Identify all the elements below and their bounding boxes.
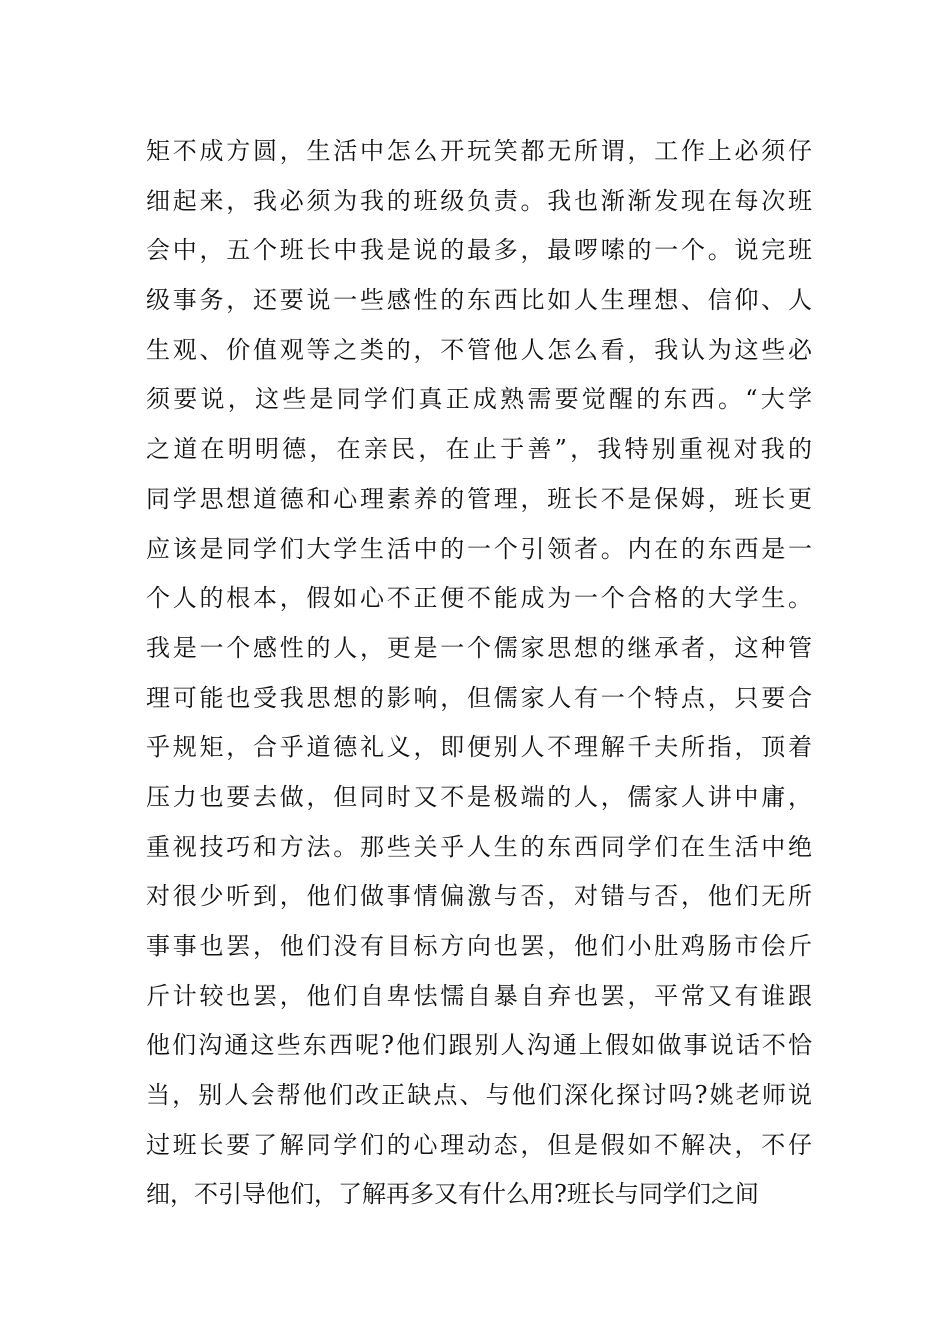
- text-line: 压力也要去做，但同时又不是极端的人，儒家人讲中庸，: [146, 782, 812, 811]
- text-line: 对很少听到，他们做事情偏激与否，对错与否，他们无所: [146, 882, 812, 911]
- text-line: 同学思想道德和心理素养的管理，班长不是保姆，班长更: [146, 484, 812, 513]
- text-line: 应该是同学们大学生活中的一个引领者。内在的东西是一: [146, 534, 812, 563]
- text-line: 事事也罢，他们没有目标方向也罢，他们小肚鸡肠市侩斤: [146, 932, 812, 960]
- text-line: 他们沟通这些东西呢?他们跟别人沟通上假如做事说话不恰: [146, 1031, 812, 1060]
- text-line: 细，不引导他们，了解再多又有什么用?班长与同学们之间: [146, 1180, 759, 1209]
- text-line: 矩不成方圆，生活中怎么开玩笑都无所谓，工作上必须仔: [146, 137, 812, 165]
- text-line: 会中，五个班长中我是说的最多，最啰嗦的一个。说完班: [146, 236, 812, 265]
- text-line: 须要说，这些是同学们真正成熟需要觉醒的东西。“大学: [146, 385, 812, 414]
- text-line: 理可能也受我思想的影响，但儒家人有一个特点，只要合: [146, 683, 812, 712]
- text-line: 级事务，还要说一些感性的东西比如人生理想、信仰、人: [146, 286, 812, 315]
- text-line: 之道在明明德，在亲民，在止于善”，我特别重视对我的: [146, 435, 812, 464]
- text-line: 过班长要了解同学们的心理动态，但是假如不解决，不仔: [146, 1130, 812, 1159]
- text-line: 斤计较也罢，他们自卑怯懦自暴自弃也罢，平常又有谁跟: [146, 981, 812, 1010]
- body-text: [146, 127, 812, 1220]
- text-line: 细起来，我必须为我的班级负责。我也渐渐发现在每次班: [146, 186, 812, 215]
- text-line: 乎规矩，合乎道德礼义，即便别人不理解千夫所指，顶着: [146, 733, 812, 762]
- text-line: 我是一个感性的人，更是一个儒家思想的继承者，这种管: [146, 633, 812, 662]
- text-line: 个人的根本，假如心不正便不能成为一个合格的大学生。: [146, 584, 812, 613]
- text-line: 重视技巧和方法。那些关乎人生的东西同学们在生活中绝: [146, 832, 812, 861]
- text-line: 生观、价值观等之类的，不管他人怎么看，我认为这些必: [146, 335, 812, 364]
- text-line: 当，别人会帮他们改正缺点、与他们深化探讨吗?姚老师说: [146, 1081, 812, 1110]
